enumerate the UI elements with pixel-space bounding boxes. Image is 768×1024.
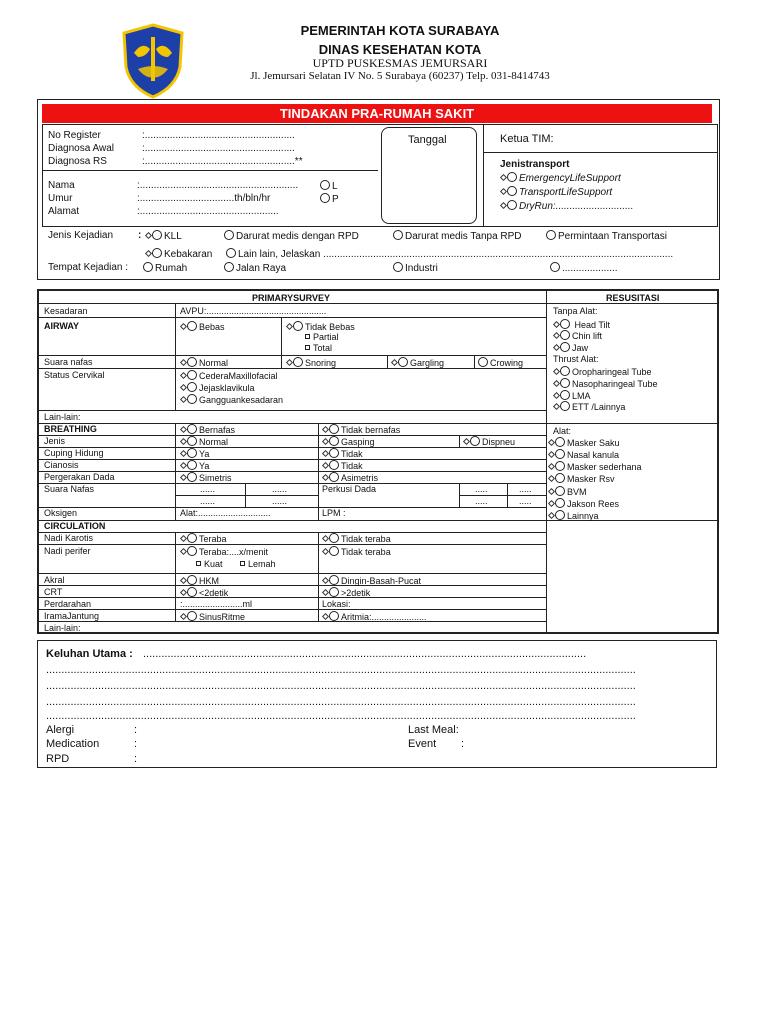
diamond-icon (180, 462, 187, 469)
diamond-icon (322, 450, 329, 457)
breathing-label: BREATHING (44, 424, 97, 434)
diamond-icon (548, 512, 555, 519)
radio-icon (226, 248, 236, 258)
radio-icon (187, 357, 197, 367)
diamond-icon (286, 323, 293, 330)
kesadaran-label: Kesadaran (44, 306, 88, 316)
diamond-icon (322, 438, 329, 445)
diamond-icon (553, 380, 560, 387)
diamond-icon (553, 321, 560, 328)
radio-icon (224, 262, 234, 272)
perifer-teraba-option[interactable]: Teraba:....x/menit (180, 546, 268, 557)
last-meal-label[interactable]: Last Meal: (408, 724, 459, 736)
radio-icon (550, 262, 560, 272)
diamond-icon (180, 438, 187, 445)
radio-icon (555, 461, 565, 471)
radio-icon (187, 575, 197, 585)
pergerakan-dada-label: Pergerakan Dada (44, 472, 115, 482)
radio-icon (560, 330, 570, 340)
tanpa-alat-label: Tanpa Alat: (553, 306, 598, 316)
irama-jantung-label: IramaJantung (44, 611, 100, 621)
perkusi-field[interactable]: ..... (475, 484, 488, 494)
keluhan-line[interactable]: ................................................................................................................................................................................................. (46, 710, 636, 722)
surabaya-crest-icon (120, 23, 186, 99)
ketua-tim-label: Ketua TIM: (500, 133, 554, 145)
radio-icon (187, 460, 197, 470)
tempat-other-option[interactable]: .................... (550, 262, 618, 274)
keluhan-line[interactable]: ................................................................................................................................................................................................. (46, 680, 636, 692)
radio-icon (560, 319, 570, 329)
karotis-tidak-teraba-option[interactable]: Tidak teraba (322, 533, 391, 544)
diamond-icon (548, 475, 555, 482)
suara-crowing-option[interactable]: Crowing (478, 357, 523, 368)
crt-lt-option[interactable]: <2detik (180, 587, 228, 598)
header-line-2: DINAS KESEHATAN KOTA (318, 42, 482, 57)
diamond-icon (548, 451, 555, 458)
diagnosa-awal-label: Diagnosa Awal (48, 143, 114, 154)
radio-icon (329, 575, 339, 585)
radio-icon (152, 230, 162, 240)
airway-label: AIRWAY (44, 321, 80, 331)
radio-icon (555, 449, 565, 459)
diamond-icon (391, 359, 398, 366)
cervikal-jejas-option[interactable]: Jejasklavikula (180, 382, 255, 393)
dada-asimetris-option[interactable]: Asimetris (322, 472, 378, 483)
perkusi-field[interactable]: ..... (519, 484, 532, 494)
cuping-hidung-label: Cuping Hidung (44, 448, 104, 458)
airway-partial-checkbox[interactable]: Partial (305, 332, 339, 342)
rpd-field[interactable]: : (134, 753, 138, 765)
suara-snoring-option[interactable]: Snoring (286, 357, 336, 368)
airway-lain-label: Lain-lain: (44, 412, 81, 422)
radio-icon (560, 366, 570, 376)
masker-rsv-option[interactable]: Masker Rsv (548, 473, 615, 484)
radio-icon (224, 230, 234, 240)
perkusi-field[interactable]: ..... (519, 496, 532, 506)
naso-tube-option[interactable]: Nasopharingeal Tube (553, 378, 658, 389)
radio-icon (187, 533, 197, 543)
radio-icon (555, 473, 565, 483)
radio-icon (478, 357, 488, 367)
lokasi-field[interactable]: Lokasi: (322, 599, 351, 609)
cervikal-cedera-option[interactable]: CederaMaxillofacial (180, 370, 278, 381)
header-line-3: UPTD PUSKESMAS JEMURSARI (312, 56, 488, 70)
event-label: Event (408, 738, 437, 750)
diamond-icon (322, 474, 329, 481)
jenis-gasping-option[interactable]: Gasping (322, 436, 375, 447)
circulation-lain-label: Lain-lain: (44, 623, 81, 633)
radio-icon (329, 436, 339, 446)
diamond-icon (500, 188, 507, 195)
radio-icon (546, 230, 556, 240)
diamond-icon (180, 548, 187, 555)
kejadian-transportasi-option[interactable]: Permintaan Transportasi (546, 230, 667, 242)
alergi-field[interactable]: : (134, 724, 138, 736)
dada-simetris-option[interactable]: Simetris (180, 472, 232, 483)
radio-icon (187, 394, 197, 404)
no-register-field[interactable]: :...................................................... (142, 130, 295, 141)
radio-icon (555, 437, 565, 447)
kejadian-lain-option[interactable]: Lain lain, Jelaskan .............................................................................................................................. (226, 248, 696, 260)
oksigen-label: Oksigen (44, 508, 78, 518)
diamond-icon (553, 332, 560, 339)
nama-field[interactable]: :......................................................... (137, 180, 299, 191)
diagnosa-rs-field[interactable]: :......................................................** (142, 156, 303, 167)
cianosis-ya-option[interactable]: Ya (180, 460, 209, 471)
keluhan-utama-label: Keluhan Utama : (46, 648, 133, 660)
ett-option[interactable]: ETT /Lainnya (553, 401, 625, 412)
irama-sinus-option[interactable]: SinusRitme (180, 611, 245, 622)
radio-icon (187, 382, 197, 392)
radio-icon (187, 321, 197, 331)
perdarahan-field[interactable]: :........................ml (180, 599, 253, 609)
jenis-transport-label: Jenistransport (500, 159, 570, 170)
gender-p-option[interactable]: P (320, 193, 339, 205)
tempat-kejadian-label: Tempat Kejadian : (48, 262, 129, 273)
perdarahan-label: Perdarahan (44, 599, 92, 609)
irama-aritmia-option[interactable]: Aritmia:...................... (322, 611, 427, 622)
radio-icon (507, 186, 517, 196)
alergi-label: Alergi (46, 724, 75, 736)
header-address: Jl. Jemursari Selatan IV No. 5 Surabaya (60237) Telp. 031-8414743 (250, 70, 550, 82)
crt-gt-option[interactable]: >2detik (322, 587, 370, 598)
karotis-teraba-option[interactable]: Teraba (180, 533, 227, 544)
form-title: TINDAKAN PRA-RUMAH SAKIT (42, 104, 712, 123)
medication-label: Medication (46, 738, 100, 750)
avpu-field[interactable]: AVPU:................................................ (180, 306, 327, 316)
radio-icon (187, 436, 197, 446)
umur-field[interactable]: :..................................th/bln/hr (137, 193, 271, 204)
radio-icon (393, 230, 403, 240)
akral-hkm-option[interactable]: HKM (180, 575, 219, 586)
diamond-icon (553, 392, 560, 399)
diamond-icon (322, 535, 329, 542)
transport-tls-option[interactable]: TransportLifeSupport (500, 186, 612, 198)
kejadian-rpd-option[interactable]: Darurat medis dengan RPD (224, 230, 359, 242)
diamond-icon (180, 359, 187, 366)
radio-icon (187, 546, 197, 556)
radio-icon (393, 262, 403, 272)
diamond-icon (322, 613, 329, 620)
radio-icon (470, 436, 480, 446)
radio-icon (329, 533, 339, 543)
radio-icon (187, 448, 197, 458)
diamond-icon (180, 535, 187, 542)
radio-icon (187, 424, 197, 434)
radio-icon (560, 378, 570, 388)
perkusi-field[interactable]: ..... (475, 496, 488, 506)
radio-icon (320, 193, 330, 203)
diamond-icon (180, 577, 187, 584)
bvm-option[interactable]: BVM (548, 486, 587, 497)
radio-icon (152, 248, 162, 258)
diamond-icon (548, 439, 555, 446)
diamond-icon (180, 372, 187, 379)
radio-icon (560, 390, 570, 400)
radio-icon (329, 546, 339, 556)
primary-survey-title: PRIMARYSURVEY (252, 293, 331, 303)
cianosis-label: Cianosis (44, 460, 79, 470)
radio-icon (329, 424, 339, 434)
suara-nafas-field[interactable]: ...... (272, 484, 288, 494)
tempat-industri-option[interactable]: Industri (393, 262, 438, 274)
kejadian-tanpa-rpd-option[interactable]: Darurat medis Tanpa RPD (393, 230, 522, 242)
breathing-bernafas-option[interactable]: Bernafas (180, 424, 235, 435)
perifer-tidak-teraba-option[interactable]: Tidak teraba (322, 546, 391, 557)
akral-dingin-option[interactable]: Dingin-Basah-Pucat (322, 575, 421, 586)
oksigen-alat-field[interactable]: Alat:............................. (180, 508, 271, 518)
diamond-icon (145, 250, 152, 257)
breathing-tidak-bernafas-option[interactable]: Tidak bernafas (322, 424, 400, 435)
jaw-option[interactable]: Jaw (553, 342, 588, 353)
diamond-icon (180, 426, 187, 433)
perifer-lemah-checkbox[interactable]: Lemah (240, 559, 276, 569)
checkbox-icon (240, 561, 245, 566)
radio-icon (293, 321, 303, 331)
suara-nafas-field[interactable]: ...... (272, 496, 288, 506)
transport-els-option[interactable]: EmergencyLifeSupport (500, 172, 621, 184)
checkbox-icon (196, 561, 201, 566)
masker-sederhana-option[interactable]: Masker sederhana (548, 461, 642, 472)
jakson-rees-option[interactable]: Jakson Rees (548, 498, 619, 509)
radio-icon (555, 498, 565, 508)
radio-icon (560, 342, 570, 352)
radio-icon (507, 200, 517, 210)
keluhan-line[interactable]: ................................................................................................................................................................................................. (46, 664, 636, 676)
diamond-icon (322, 548, 329, 555)
nadi-perifer-label: Nadi perifer (44, 546, 91, 556)
radio-icon (560, 401, 570, 411)
diamond-icon (180, 589, 187, 596)
radio-icon (329, 587, 339, 597)
lma-option[interactable]: LMA (553, 390, 591, 401)
diamond-icon (180, 384, 187, 391)
radio-icon (329, 460, 339, 470)
diamond-icon (548, 488, 555, 495)
rpd-label: RPD (46, 753, 70, 765)
diamond-icon (500, 174, 507, 181)
radio-icon (329, 472, 339, 482)
cervikal-gangguan-option[interactable]: Gangguankesadaran (180, 394, 283, 405)
gender-l-option[interactable]: L (320, 180, 338, 192)
radio-icon (187, 587, 197, 597)
nasal-kanula-option[interactable]: Nasal kanula (548, 449, 619, 460)
suara-normal-option[interactable]: Normal (180, 357, 228, 368)
radio-icon (187, 472, 197, 482)
chin-lift-option[interactable]: Chin lift (553, 330, 602, 341)
keluhan-utama-field[interactable]: ................................................................................................................................................. (143, 648, 587, 660)
checkbox-icon (305, 345, 310, 350)
oro-tube-option[interactable]: Oropharingeal Tube (553, 366, 652, 377)
diamond-icon (322, 589, 329, 596)
diamond-icon (180, 323, 187, 330)
radio-icon (555, 510, 565, 520)
diamond-icon (145, 232, 152, 239)
lainnya-option[interactable]: Lainnya (548, 510, 599, 521)
radio-icon (507, 172, 517, 182)
diamond-icon (463, 438, 470, 445)
perkusi-dada-label: Perkusi Dada (322, 484, 377, 494)
alat-label: Alat: (553, 426, 572, 436)
suara-gargling-option[interactable]: Gargling (391, 357, 444, 368)
nama-label: Nama (48, 180, 75, 191)
oksigen-lpm-field[interactable]: LPM : (322, 508, 346, 518)
perifer-kuat-checkbox[interactable]: Kuat (196, 559, 223, 569)
jenis-label: Jenis (44, 436, 66, 446)
umur-label: Umur (48, 193, 73, 204)
diamond-icon (322, 462, 329, 469)
diamond-icon (553, 403, 560, 410)
diamond-icon (286, 359, 293, 366)
resusitasi-title: RESUSITASI (606, 293, 660, 303)
suara-nafas-2-label: Suara Nafas (44, 484, 95, 494)
diamond-icon (500, 202, 507, 209)
no-register-label: No Register (48, 130, 101, 141)
radio-icon (320, 180, 330, 190)
radio-icon (187, 611, 197, 621)
diamond-icon (322, 577, 329, 584)
checkbox-icon (305, 334, 310, 339)
head-tilt-option[interactable]: Head Tilt (553, 319, 610, 330)
jenis-dispneu-option[interactable]: Dispneu (463, 436, 515, 447)
radio-icon (329, 611, 339, 621)
cuping-tidak-option[interactable]: Tidak (322, 448, 363, 459)
kejadian-kll-option[interactable]: KLL (145, 230, 182, 242)
diamond-icon (180, 474, 187, 481)
circulation-label: CIRCULATION (44, 521, 106, 531)
diagnosa-awal-field[interactable]: :...................................................... (142, 143, 295, 154)
suara-nafas-field[interactable]: ...... (200, 484, 216, 494)
diamond-icon (553, 344, 560, 351)
diamond-icon (180, 613, 187, 620)
crt-label: CRT (44, 587, 63, 597)
cuping-ya-option[interactable]: Ya (180, 448, 209, 459)
radio-icon (329, 448, 339, 458)
kejadian-kebakaran-option[interactable]: Kebakaran (145, 248, 212, 260)
radio-icon (398, 357, 408, 367)
suara-nafas-field[interactable]: ...... (200, 496, 216, 506)
radio-icon (143, 262, 153, 272)
akral-label: Akral (44, 575, 65, 585)
tempat-rumah-option[interactable]: Rumah (143, 262, 187, 274)
airway-tidak-bebas-option[interactable]: Tidak Bebas (286, 321, 355, 332)
radio-icon (293, 357, 303, 367)
tempat-jalan-option[interactable]: Jalan Raya (224, 262, 286, 274)
diamond-icon (548, 463, 555, 470)
jenis-kejadian-label: Jenis Kejadian (48, 230, 114, 241)
jenis-normal-option[interactable]: Normal (180, 436, 228, 447)
transport-dryrun-option[interactable]: DryRun:............................ (500, 200, 633, 212)
diamond-icon (180, 396, 187, 403)
diamond-icon (180, 450, 187, 457)
airway-bebas-option[interactable]: Bebas (180, 321, 225, 332)
colon: : (138, 230, 142, 241)
airway-total-checkbox[interactable]: Total (305, 343, 332, 353)
tanggal-label: Tanggal (408, 134, 447, 146)
alamat-field[interactable]: :.................................................. (137, 206, 279, 217)
diamond-icon (548, 500, 555, 507)
masker-saku-option[interactable]: Masker Saku (548, 437, 620, 448)
header-line-1: PEMERINTAH KOTA SURABAYA (300, 23, 500, 38)
radio-icon (187, 370, 197, 380)
nadi-karotis-label: Nadi Karotis (44, 533, 94, 543)
diamond-icon (553, 368, 560, 375)
thrust-alat-label: Thrust Alat: (553, 354, 599, 364)
event-field[interactable]: : (461, 738, 465, 750)
medication-field[interactable]: : (134, 738, 138, 750)
status-cervikal-label: Status Cervikal (44, 370, 105, 380)
diamond-icon (322, 426, 329, 433)
diagnosa-rs-label: Diagnosa RS (48, 156, 107, 167)
keluhan-line[interactable]: ................................................................................................................................................................................................. (46, 696, 636, 708)
alamat-label: Alamat (48, 206, 80, 217)
suara-nafas-label: Suara nafas (44, 357, 93, 367)
radio-icon (555, 486, 565, 496)
cianosis-tidak-option[interactable]: Tidak (322, 460, 363, 471)
